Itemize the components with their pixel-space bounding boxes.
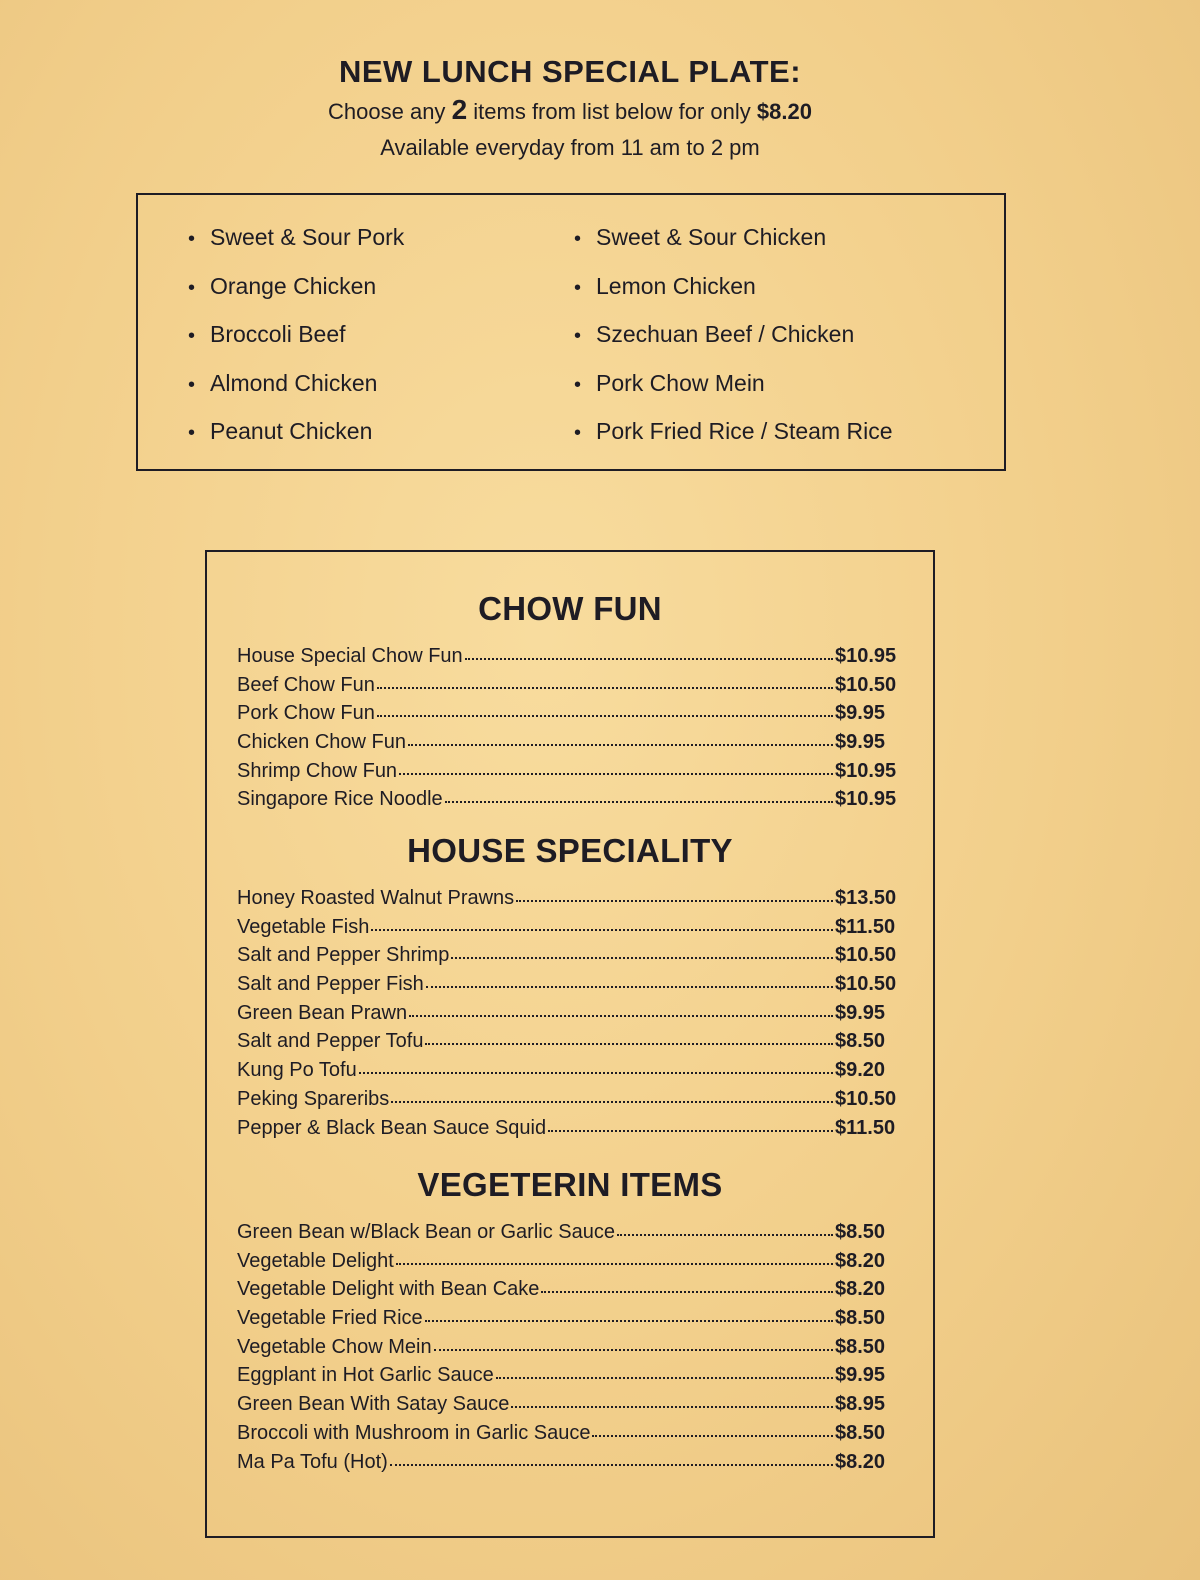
menu-item-name: Shrimp Chow Fun [237, 759, 398, 782]
special-item [188, 264, 404, 313]
menu-item-price: $10.50 [835, 1087, 897, 1110]
menu-item [237, 1083, 913, 1112]
special-item [188, 361, 404, 410]
special-item [574, 409, 893, 458]
lunch-special-items-box [136, 193, 1006, 471]
dot-leader [391, 1081, 833, 1103]
lunch-special-title: NEW LUNCH SPECIAL PLATE: [338, 54, 802, 89]
menu-item [237, 1302, 913, 1331]
offer-price: $8.20 [756, 99, 812, 124]
bullet-icon: • [188, 422, 196, 445]
dot-leader [541, 1271, 833, 1293]
menu-item-name: Beef Chow Fun [237, 673, 375, 696]
dot-leader [396, 1243, 833, 1265]
menu-item-price: $8.20 [835, 1249, 886, 1272]
menu-item-price: $10.50 [835, 944, 897, 967]
menu-item-name: Salt and Pepper Tofu [237, 1030, 424, 1053]
menu-item [237, 882, 913, 911]
bullet-icon: • [188, 228, 196, 250]
menu-item-name: Salt and Pepper Shrimp [237, 944, 450, 967]
offer-prefix: Choose any [328, 99, 446, 124]
menu-item [237, 755, 913, 784]
special-item-label: Sweet & Sour Pork [210, 224, 405, 250]
menu-item [237, 726, 913, 755]
dot-leader [434, 1329, 833, 1351]
menu-item-price: $9.95 [835, 1364, 886, 1387]
dot-leader [511, 1386, 833, 1408]
menu-item-name: Honey Roasted Walnut Prawns [237, 887, 515, 909]
special-item [574, 264, 893, 313]
bullet-icon: • [188, 276, 196, 299]
menu-item-price: $11.50 [835, 1116, 896, 1139]
menu-item [237, 1025, 913, 1054]
menu-item [237, 1245, 913, 1274]
bullet-icon: • [574, 373, 582, 396]
dot-leader [426, 966, 833, 988]
offer-count: 2 [451, 94, 468, 125]
special-item-label: Pork Fried Rice / Steam Rice [596, 418, 893, 445]
menu-item-name: Pork Chow Fun [237, 702, 375, 725]
menu-sections-box [205, 550, 935, 1538]
dot-leader [390, 1444, 833, 1466]
menu-item [237, 697, 913, 726]
menu-item [237, 911, 913, 940]
section-title-house-speciality: HOUSE SPECIALITY [407, 832, 733, 869]
menu-item-name: Vegetable Delight with Bean Cake [237, 1278, 540, 1301]
dot-leader [377, 695, 833, 717]
dot-leader [516, 880, 833, 902]
dot-leader [496, 1357, 833, 1379]
menu-item-name: Kung Po Tofu [237, 1059, 357, 1082]
bullet-icon: • [574, 325, 582, 348]
dot-leader [425, 1023, 833, 1045]
menu-item [237, 669, 913, 698]
bullet-icon: • [574, 422, 582, 445]
menu-item-price: $9.95 [835, 1001, 886, 1024]
menu-item-name: Singapore Rice Noodle [237, 788, 443, 811]
special-item [574, 312, 893, 361]
section-items-house-speciality [237, 882, 913, 1140]
menu-item-price: $10.95 [835, 759, 897, 782]
menu-item-price: $9.95 [835, 702, 886, 725]
menu-item-name: Vegetable Fried Rice [237, 1307, 423, 1330]
menu-item-name: Vegetable Delight [237, 1249, 394, 1272]
dot-leader [425, 1300, 833, 1322]
menu-item-name: Broccoli with Mushroom in Garlic Sauce [237, 1421, 591, 1444]
offer-middle: items from list below for only [473, 99, 751, 124]
menu-item-name: Vegetable Fish [237, 915, 370, 938]
menu-item-price: $10.50 [835, 673, 897, 696]
special-item-label: Szechuan Beef / Chicken [596, 321, 855, 348]
menu-item-name: Chicken Chow Fun [237, 731, 406, 754]
special-item [574, 361, 893, 410]
dot-leader [409, 995, 833, 1017]
menu-item [237, 1216, 913, 1245]
menu-item-name: Pepper & Black Bean Sauce Squid [237, 1116, 547, 1139]
dot-leader [592, 1415, 833, 1437]
bullet-icon: • [188, 373, 196, 396]
menu-item-price: $8.20 [835, 1278, 886, 1301]
menu-item [237, 1112, 913, 1141]
dot-leader [548, 1110, 833, 1132]
menu-item [237, 1331, 913, 1360]
menu-item-price: $8.50 [835, 1221, 886, 1243]
menu-item-name: Peking Spareribs [237, 1087, 390, 1110]
section-title-vegeterin-items: VEGETERIN ITEMS [417, 1166, 723, 1203]
dot-leader [465, 638, 833, 660]
bullet-icon: • [574, 276, 582, 299]
menu-item-name: Salt and Pepper Fish [237, 973, 424, 996]
section-items-chow-fun [237, 640, 913, 812]
dot-leader [445, 781, 833, 803]
section-title-chow-fun: CHOW FUN [478, 590, 662, 627]
lunch-special-hours: Available everyday from 11 am to 2 pm [380, 135, 760, 160]
dot-leader [408, 724, 833, 746]
menu-item [237, 1054, 913, 1083]
menu-item [237, 1388, 913, 1417]
menu-item-name: House Special Chow Fun [237, 645, 463, 667]
menu-item-price: $8.95 [835, 1393, 886, 1416]
special-item-label: Peanut Chicken [210, 418, 373, 445]
special-items-left-column [188, 215, 404, 458]
menu-item-name: Ma Pa Tofu (Hot) [237, 1450, 388, 1473]
special-item [188, 215, 404, 264]
menu-item-price: $8.50 [835, 1335, 886, 1358]
special-item [574, 215, 893, 264]
menu-item [237, 1417, 913, 1446]
special-item-label: Sweet & Sour Chicken [596, 224, 827, 250]
dot-leader [617, 1214, 833, 1236]
menu-item-price: $8.50 [835, 1307, 886, 1330]
menu-item-price: $11.50 [835, 915, 896, 938]
menu-item [237, 783, 913, 812]
special-items-right-column [574, 215, 893, 458]
special-item [188, 312, 404, 361]
lunch-special-header [0, 52, 1140, 166]
special-item [188, 409, 404, 458]
section-items-vegeterin-items [237, 1216, 913, 1474]
dot-leader [359, 1052, 833, 1074]
menu-item-price: $10.95 [835, 788, 897, 811]
menu-item [237, 640, 913, 669]
special-item-label: Almond Chicken [210, 369, 378, 396]
lunch-special-offer [0, 92, 1140, 130]
menu-item-price: $13.50 [835, 887, 897, 909]
menu-item [237, 939, 913, 968]
menu-item [237, 968, 913, 997]
bullet-icon: • [188, 325, 196, 348]
menu-item [237, 1359, 913, 1388]
menu-item-price: $10.50 [835, 973, 897, 996]
menu-item-price: $9.20 [835, 1059, 886, 1082]
dot-leader [371, 909, 833, 931]
menu-item [237, 1446, 913, 1475]
menu-item-price: $8.50 [835, 1421, 886, 1444]
special-item-label: Lemon Chicken [596, 272, 756, 299]
menu-item-name: Vegetable Chow Mein [237, 1335, 432, 1358]
menu-item-price: $10.95 [835, 645, 897, 667]
menu-item-name: Green Bean Prawn [237, 1001, 408, 1024]
menu-item-price: $8.20 [835, 1450, 886, 1473]
menu-item [237, 997, 913, 1026]
special-item-label: Broccoli Beef [210, 321, 346, 348]
dot-leader [399, 753, 833, 775]
dot-leader [451, 937, 833, 959]
dot-leader [377, 667, 833, 689]
special-item-label: Pork Chow Mein [596, 369, 765, 396]
menu-item [237, 1273, 913, 1302]
menu-item-price: $9.95 [835, 731, 886, 754]
menu-item-name: Eggplant in Hot Garlic Sauce [237, 1364, 494, 1387]
menu-item-name: Green Bean With Satay Sauce [237, 1393, 510, 1416]
special-item-label: Orange Chicken [210, 272, 377, 299]
menu-item-name: Green Bean w/Black Bean or Garlic Sauce [237, 1221, 615, 1243]
menu-item-price: $8.50 [835, 1030, 886, 1053]
bullet-icon: • [574, 228, 582, 250]
